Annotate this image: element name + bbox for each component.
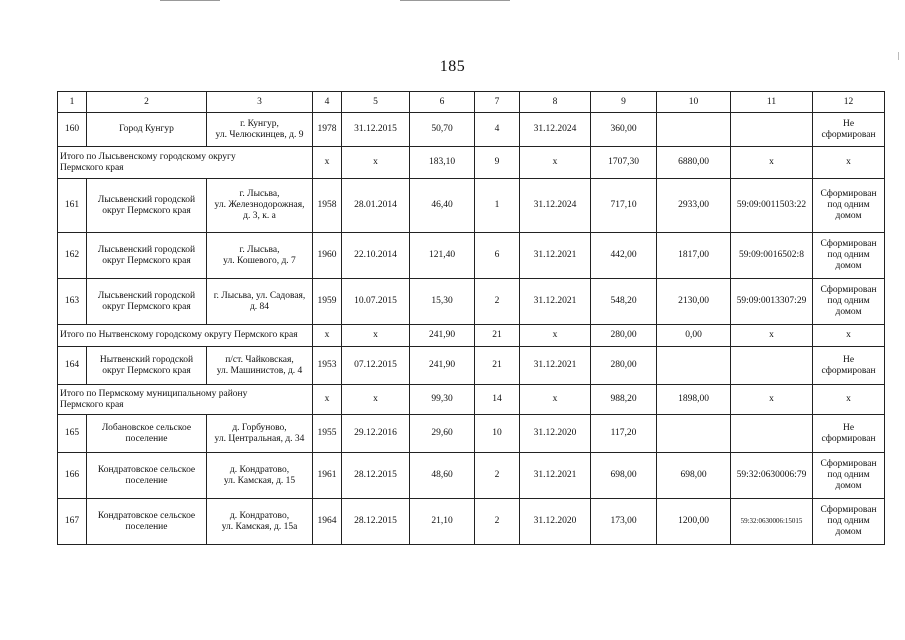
column-number-header: 3 <box>207 92 313 113</box>
value-col10: 2933,00 <box>657 179 731 233</box>
total-residents: 9 <box>475 147 520 179</box>
residents-count: 1 <box>475 179 520 233</box>
value-col9: 360,00 <box>591 113 657 147</box>
build-year: 1953 <box>313 347 342 385</box>
table-row <box>58 453 885 499</box>
recognition-date: 31.12.2015 <box>342 113 410 147</box>
resettlement-date: 31.12.2021 <box>520 233 591 279</box>
value-col10: 698,00 <box>657 453 731 499</box>
column-number-header: 1 <box>58 92 87 113</box>
area: 241,90 <box>410 347 475 385</box>
total-col5: x <box>342 325 410 347</box>
municipality-name: Лобановское сельское поселение <box>87 415 207 453</box>
value-col10: 1817,00 <box>657 233 731 279</box>
land-status: Сформирован под одним домом <box>813 499 885 545</box>
table-row <box>58 347 885 385</box>
column-number-header: 11 <box>731 92 813 113</box>
resettlement-date: 31.12.2021 <box>520 453 591 499</box>
area: 15,30 <box>410 279 475 325</box>
column-number-header: 12 <box>813 92 885 113</box>
municipality-name: Кондратовское сельское поселение <box>87 499 207 545</box>
row-number: 166 <box>58 453 87 499</box>
build-year: 1959 <box>313 279 342 325</box>
column-number-header: 10 <box>657 92 731 113</box>
total-col8: x <box>520 385 591 415</box>
total-area: 99,30 <box>410 385 475 415</box>
municipality-name: Город Кунгур <box>87 113 207 147</box>
residents-count: 2 <box>475 499 520 545</box>
recognition-date: 28.01.2014 <box>342 179 410 233</box>
total-row <box>58 325 885 347</box>
table-row <box>58 279 885 325</box>
total-col10: 1898,00 <box>657 385 731 415</box>
address: д. Горбуново, ул. Центральная, д. 34 <box>207 415 313 453</box>
land-status: Не сформирован <box>813 113 885 147</box>
total-row <box>58 147 885 179</box>
address: г. Лысьва, ул. Железнодорожная, д. 3, к. а <box>207 179 313 233</box>
total-col12: x <box>813 147 885 179</box>
cadastral-number: 59:32:0630006:79 <box>731 453 813 499</box>
area: 121,40 <box>410 233 475 279</box>
area: 48,60 <box>410 453 475 499</box>
cadastral-number: 59:09:0011503:22 <box>731 179 813 233</box>
total-col12: x <box>813 325 885 347</box>
column-number-header: 6 <box>410 92 475 113</box>
total-col11: x <box>731 147 813 179</box>
total-col4: x <box>313 147 342 179</box>
row-number: 161 <box>58 179 87 233</box>
area: 50,70 <box>410 113 475 147</box>
total-col4: x <box>313 325 342 347</box>
residents-count: 10 <box>475 415 520 453</box>
total-col10: 0,00 <box>657 325 731 347</box>
total-col8: x <box>520 147 591 179</box>
area: 46,40 <box>410 179 475 233</box>
total-col11: x <box>731 385 813 415</box>
land-status: Не сформирован <box>813 415 885 453</box>
total-col10: 6880,00 <box>657 147 731 179</box>
recognition-date: 10.07.2015 <box>342 279 410 325</box>
build-year: 1960 <box>313 233 342 279</box>
area: 29,60 <box>410 415 475 453</box>
column-number-header: 2 <box>87 92 207 113</box>
value-col9: 717,10 <box>591 179 657 233</box>
table-row <box>58 499 885 545</box>
column-number-header: 8 <box>520 92 591 113</box>
table-row <box>58 415 885 453</box>
land-status: Сформирован под одним домом <box>813 233 885 279</box>
municipality-name: Кондратовское сельское поселение <box>87 453 207 499</box>
value-col10 <box>657 415 731 453</box>
resettlement-date: 31.12.2020 <box>520 499 591 545</box>
table-row <box>58 113 885 147</box>
land-status: Сформирован под одним домом <box>813 279 885 325</box>
table-row <box>58 179 885 233</box>
address: г. Лысьва, ул. Кошевого, д. 7 <box>207 233 313 279</box>
municipality-name: Лысьвенский городской округ Пермского края <box>87 279 207 325</box>
row-number: 162 <box>58 233 87 279</box>
column-number-header: 9 <box>591 92 657 113</box>
header-row <box>58 92 885 113</box>
residents-count: 2 <box>475 279 520 325</box>
value-col9: 280,00 <box>591 347 657 385</box>
total-col4: x <box>313 385 342 415</box>
column-number-header: 4 <box>313 92 342 113</box>
cadastral-number: 59:09:0016502:8 <box>731 233 813 279</box>
total-col8: x <box>520 325 591 347</box>
scan-artifact <box>160 0 220 1</box>
total-residents: 14 <box>475 385 520 415</box>
total-col11: x <box>731 325 813 347</box>
cadastral-number <box>731 347 813 385</box>
total-row <box>58 385 885 415</box>
row-number: 167 <box>58 499 87 545</box>
address: п/ст. Чайковская, ул. Машинистов, д. 4 <box>207 347 313 385</box>
build-year: 1961 <box>313 453 342 499</box>
total-label: Итого по Нытвенскому городскому округу Пермского края <box>58 325 313 347</box>
total-label: Итого по Лысьвенскому городскому округу Пермского края <box>58 147 313 179</box>
resettlement-date: 31.12.2024 <box>520 179 591 233</box>
total-col9: 1707,30 <box>591 147 657 179</box>
address: д. Кондратово, ул. Камская, д. 15а <box>207 499 313 545</box>
table-row <box>58 233 885 279</box>
build-year: 1955 <box>313 415 342 453</box>
value-col10 <box>657 113 731 147</box>
recognition-date: 29.12.2016 <box>342 415 410 453</box>
residents-count: 2 <box>475 453 520 499</box>
total-col9: 988,20 <box>591 385 657 415</box>
total-col5: x <box>342 147 410 179</box>
page-number: 185 <box>439 58 466 75</box>
resettlement-date: 31.12.2020 <box>520 415 591 453</box>
municipality-name: Нытвенский городской округ Пермского края <box>87 347 207 385</box>
recognition-date: 07.12.2015 <box>342 347 410 385</box>
address: г. Лысьва, ул. Садовая, д. 84 <box>207 279 313 325</box>
total-label: Итого по Пермскому муниципальному району Пермского края <box>58 385 313 415</box>
recognition-date: 22.10.2014 <box>342 233 410 279</box>
value-col9: 698,00 <box>591 453 657 499</box>
total-area: 183,10 <box>410 147 475 179</box>
resettlement-date: 31.12.2021 <box>520 279 591 325</box>
cadastral-number <box>731 113 813 147</box>
address: г. Кунгур, ул. Челюскинцев, д. 9 <box>207 113 313 147</box>
value-col9: 442,00 <box>591 233 657 279</box>
area: 21,10 <box>410 499 475 545</box>
build-year: 1958 <box>313 179 342 233</box>
cadastral-number: 59:32:0630006:15015 <box>731 499 813 545</box>
address: д. Кондратово, ул. Камская, д. 15 <box>207 453 313 499</box>
row-number: 163 <box>58 279 87 325</box>
build-year: 1964 <box>313 499 342 545</box>
recognition-date: 28.12.2015 <box>342 453 410 499</box>
land-status: Сформирован под одним домом <box>813 179 885 233</box>
residents-count: 21 <box>475 347 520 385</box>
value-col10 <box>657 347 731 385</box>
value-col9: 173,00 <box>591 499 657 545</box>
recognition-date: 28.12.2015 <box>342 499 410 545</box>
column-number-header: 5 <box>342 92 410 113</box>
row-number: 160 <box>58 113 87 147</box>
resettlement-date: 31.12.2021 <box>520 347 591 385</box>
cadastral-number: 59:09:0013307:29 <box>731 279 813 325</box>
value-col9: 117,20 <box>591 415 657 453</box>
land-status: Не сформирован <box>813 347 885 385</box>
land-status: Сформирован под одним домом <box>813 453 885 499</box>
total-col9: 280,00 <box>591 325 657 347</box>
total-col12: x <box>813 385 885 415</box>
scan-artifact <box>400 0 510 1</box>
value-col10: 1200,00 <box>657 499 731 545</box>
municipality-name: Лысьвенский городской округ Пермского края <box>87 233 207 279</box>
total-area: 241,90 <box>410 325 475 347</box>
residents-count: 6 <box>475 233 520 279</box>
register-table <box>57 91 885 545</box>
total-col5: x <box>342 385 410 415</box>
column-number-header: 7 <box>475 92 520 113</box>
value-col10: 2130,00 <box>657 279 731 325</box>
row-number: 165 <box>58 415 87 453</box>
residents-count: 4 <box>475 113 520 147</box>
row-number: 164 <box>58 347 87 385</box>
total-residents: 21 <box>475 325 520 347</box>
build-year: 1978 <box>313 113 342 147</box>
value-col9: 548,20 <box>591 279 657 325</box>
municipality-name: Лысьвенский городской округ Пермского края <box>87 179 207 233</box>
cadastral-number <box>731 415 813 453</box>
resettlement-date: 31.12.2024 <box>520 113 591 147</box>
